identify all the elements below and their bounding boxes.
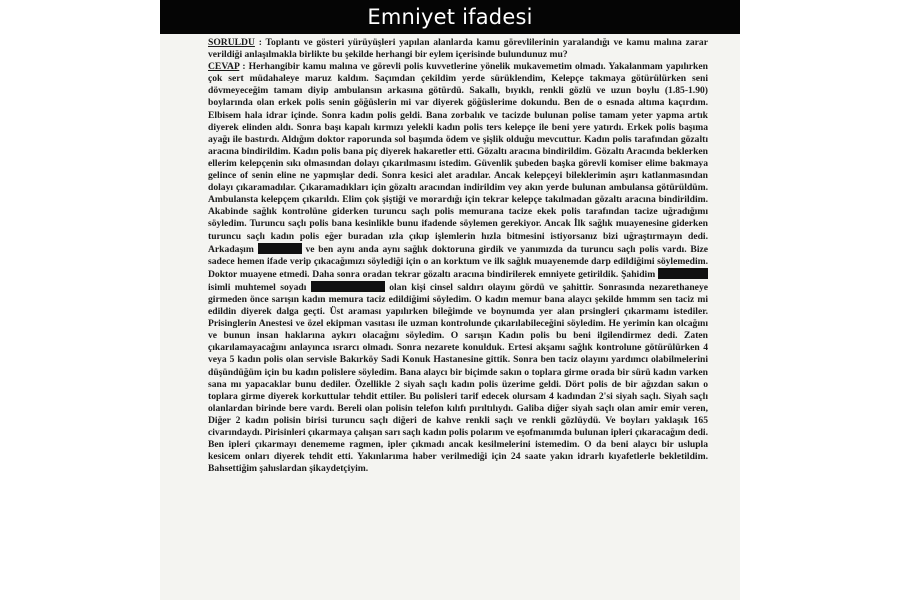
redaction-box [258,243,302,254]
answer-text-part3: isimli muhtemel soyadı [208,281,307,293]
document-page [160,0,740,600]
question-text: : Toplantı ve gösteri yürüyüşleri yapılan alanlarda kamu görevlilerinin yaralandığı ve kamu malına zarar verildiği anlaşılmakla birlikte bu şekilde herhangi bir eylem içerisinde bulundunuz mu? [208,37,708,61]
answer-text-part1: : Herhangibir kamu malına ve görevli polis kuvvetlerine yönelik mukavemetim olmadı. Yakalanmam yapılırken çok sert müdahaleye maruz kaldım. Saçımdan çekildim yerde sürüklendim, Kelepçe takmaya götürülürken seni dövmeyeceğim tamam diyip ambulansın arkasına götürdü. Sakallı, bıyıklı, renkli gözlü ve uzun boylu (1.85-1.90) boylarında olan erkek polis senin göğüslerin mi var diyerek göğüslerime dokundu. Ben de o esnada altıma kaçırdım. Elbisem hala idrar içinde. Sonra kadın polis geldi. Bana zorbalık ve tacizde bulunan polise tamam yeter yapma artık diyerek elinden aldı. Sonra başı kapalı kırmızı yelekli kadın polis ters kelepçe ile beni yere yatırdı. Erkek polis başıma ayağı ile bastırdı. Aldığım doktor raporunda sol başımda ödem ve şişlik olduğu mevcuttur. Kadın polis tarafından gözaltı aracına bindirildim. Kadın polis bana piç diyerek hakaretler etti. Gözaltı aracına bindirildim. Gözaltı Aracında beklerken ellerim kelepçenin sıkı olmasından dolayı çıkarılmasını istedim. Güvenlik şubeden başka görevli komiser elime bakmaya gelince of senin eline ne yapmışlar dedi. Sonra kesici alet aradılar. Ancak kelepçeyi bileklerimin aşırı katlanmasından dolayı çıkaramadılar. Çıkaramadıkları için gözaltı aracından indirildim vey akın yerde bulunan ambulansa götürüldüm. Ambulansta kelepçem çıkarıldı. Elim çok şiştiği ve morardığı için tekrar kelepçe takılmadan gözaltı aracına bindirildim. Akabinde sağlık kontrolüne giderken turuncu saçlı polis memurana tacize ekek polis tarafından tacize uğradığımı söyledim. Turuncu saçlı polis bana kesinlikle bunu ifadende söylemen gerekiyor. Ancak İlk sağlık muayenesine giderken turuncu saçlı kadın polis eğer buradan ızla çıkıp işlemlerin hızla bitmesini istiyorsanız bizi uğraştırmayın dedi. Arkadaşım [208,61,708,255]
redaction-box [311,281,385,292]
answer-text-part2: ve ben aynı anda aynı sağlık doktoruna girdik ve yanımızda da turuncu saçlı polis vardı. Bize sadece hemen ifade verip çıkacağımızı söylediği için o an korktum ve ilk sağlık muayenemde darp edildiğimi söylemedim. Doktor muayene etmedi. Daha sonra oradan tekrar gözaltı aracına bindirilerek emniyete getirildik. Şahidim [208,243,708,280]
answer-label: CEVAP [208,61,240,73]
answer-text-part4: olan kişi cinsel saldırı olayını gördü ve şahittir. Sonrasında nezarethaneye girmeden önce sarışın kadın memura taciz edildiğimi söyledim. O kadın memur bana alaycı şekilde hmmm sen taciz mi edildin diyerek dalga geçti. Üst araması yapılırken bileğimde ve boynumda yer alan prsingleri çıkarmamı istediler. Prisinglerin Anestesi ve özel ekipman vasıtası ile uzman kontrolunde çıkarılabileceğini söyledim. He yerimin kan olcağını ve bunun insan haklarına aykırı olacağını söyledim. O sarışın Kadın polis bu beni ilgilendirmez dedi. Zaten çıkarılamayacağını anlayınca ısrarcı olmadı. Sonra nezarete konulduk. Ertesi akşamı sağlık kontrolune götürülürken 4 veya 5 kadın polis olan servisle Bakırköy Sadi Konuk Hastanesine gittik. Sonra ben taciz olayını yardımcı olabilmelerini düşündüğüm için bu kadın polislere söyledim. Bana alaycı bir biçimde sakın o toplara girme orada bir sürü kadın varken sana mı yapacaklar bunu dediler. Özellikle 2 siyah saçlı kadın polis üzerime geldi. Dört polis de bir ağızdan sakın o toplara girme diyerek korkuttular tehdit ettiler. Bu polisleri tarif edecek olursam 4 kadından 2'si siyah saçlı. Siyah saçlı olanlardan birinde bere vardı. Bereli olan polisin telefon kılıfı pırıltılıydı. Galiba diğer siyah saçlı olan amir emir veren, Diğer 2 kadın polisin birisi turuncu saçlı diğeri de kahve renkli saçlı ve renkli gözlüydü. Ve boyları yaklaşık 165 civarındaydı. Pirisinleri çıkarmaya çalışan sarı saçlı kadın polis polarım ve eşofmanımda bulunan ipleri çıkaracağım dedi. Ben ipleri çıkarmayı denememe ragmen, ipler çıkmadı ancak kesilmelerini istemedim. O da beni alaycı bir uslupla kesicem onları diyerek tehdit etti. Yakınlarıma haber verilmediği için 24 saate yakın idrarlı kıyafetlerle bekletildim. Bahsettiğim şahıslardan şikaydetçiyim. [208,281,708,475]
statement-body [208,37,708,475]
redaction-box [658,268,708,279]
title-banner [160,0,740,34]
question-label: SORULDU [208,37,255,48]
question-paragraph [208,37,708,61]
answer-paragraph [208,61,708,475]
page-title: Emniyet ifadesi [367,5,533,29]
